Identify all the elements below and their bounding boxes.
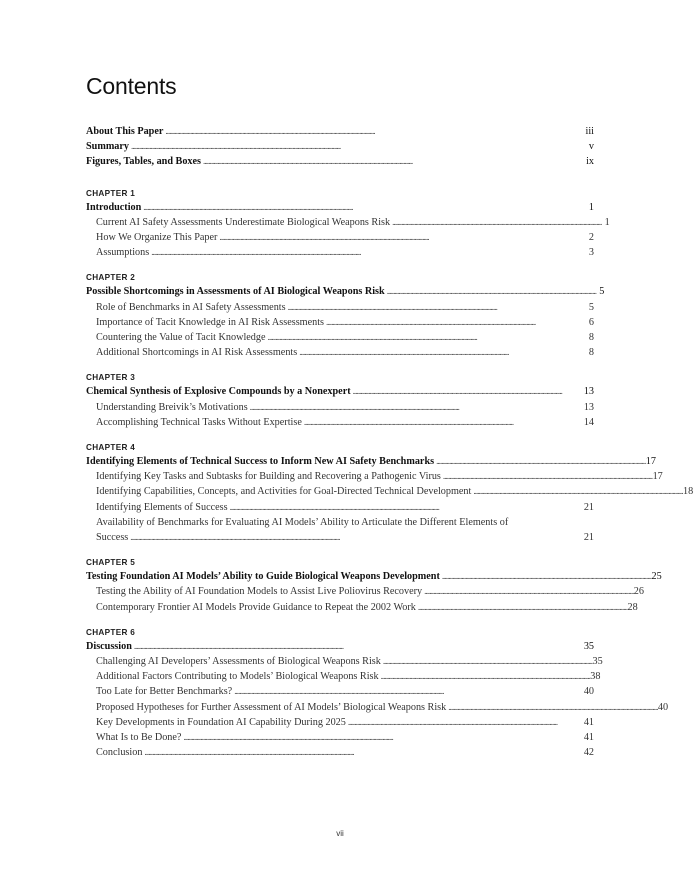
toc-section[interactable] (86, 730, 594, 745)
toc-section[interactable] (86, 745, 594, 760)
toc-entry-label: Identifying Elements of Success (96, 501, 228, 513)
toc-entry-label: Identifying Elements of Technical Success to Inform New AI Safety Benchmarks (86, 456, 435, 468)
toc-page-number: 5 (588, 301, 594, 313)
toc-page-number: 13 (583, 401, 594, 413)
toc-page-number: 28 (627, 601, 638, 613)
toc-entry-label: Accomplishing Technical Tasks Without Expertise (96, 416, 302, 428)
toc-page-number: 41 (583, 732, 594, 744)
table-of-contents (86, 124, 693, 761)
toc-page-number: 25 (651, 571, 662, 583)
leader-dots (203, 154, 585, 169)
toc-entry-label: Success (96, 532, 129, 544)
toc-page-number: 3 (588, 247, 594, 259)
toc-chapter-title[interactable] (86, 639, 594, 654)
chapter-label: CHAPTER 6 (86, 627, 136, 637)
leader-dots (304, 415, 583, 430)
toc-section[interactable] (86, 654, 603, 669)
toc-section[interactable] (86, 415, 594, 430)
leader-dots (448, 700, 657, 715)
leader-dots (144, 745, 582, 760)
toc-section[interactable] (86, 300, 594, 315)
toc-page-number: 35 (592, 656, 603, 668)
toc-page-number: 8 (588, 332, 594, 344)
toc-section[interactable] (86, 669, 601, 684)
toc-page-number: 42 (583, 747, 594, 759)
toc-page-number: 38 (590, 671, 601, 683)
leader-dots (383, 654, 592, 669)
toc-entry-summary[interactable] (86, 139, 594, 154)
toc-entry-label: Role of Benchmarks in AI Safety Assessments (96, 301, 286, 313)
toc-section[interactable] (86, 330, 594, 345)
leader-dots (443, 469, 652, 484)
toc-section[interactable] (86, 584, 644, 599)
toc-entry-label: Additional Factors Contributing to Models’ Biological Weapons Risk (96, 671, 379, 683)
toc-chapter-title[interactable] (86, 454, 656, 469)
leader-dots (268, 330, 585, 345)
toc-section[interactable] (86, 715, 594, 730)
toc-entry-label: Testing Foundation AI Models’ Ability to Guide Biological Weapons Development (86, 571, 440, 583)
toc-entry-label: Conclusion (96, 747, 143, 759)
toc-chapter-title[interactable] (86, 284, 605, 299)
leader-dots (130, 530, 583, 545)
toc-page-number: 26 (633, 586, 644, 598)
leader-dots (326, 315, 585, 330)
toc-page-number: 40 (657, 701, 669, 713)
toc-section[interactable] (86, 600, 638, 615)
leader-dots (183, 730, 582, 745)
toc-entry-label: How We Organize This Paper (96, 232, 218, 244)
toc-entry-label: Contemporary Frontier AI Models Provide Guidance to Repeat the 2002 Work (96, 601, 416, 613)
leader-dots (353, 384, 583, 399)
toc-section-wrapped-line[interactable]: Availability of Benchmarks for Evaluating AI Models’ Ability to Articulate the Different Elements of (96, 516, 509, 528)
leader-dots (250, 400, 583, 415)
leader-dots (230, 500, 583, 515)
toc-page-number: 1 (604, 216, 610, 228)
leader-dots (387, 284, 596, 299)
toc-section[interactable] (86, 700, 669, 715)
toc-entry-label: About This Paper (86, 126, 164, 137)
toc-entry-about[interactable] (86, 124, 594, 139)
toc-entry-label: Challenging AI Developers’ Assessments of Biological Weapons Risk (96, 656, 381, 668)
toc-page-number: 6 (588, 316, 594, 328)
toc-entry-label: Too Late for Better Benchmarks? (96, 686, 233, 698)
toc-section[interactable] (86, 230, 594, 245)
toc-section[interactable] (86, 500, 594, 515)
toc-page-number: iii (585, 126, 594, 137)
toc-page-number: 35 (583, 640, 594, 652)
toc-page-number: ix (586, 156, 594, 168)
toc-page-number: 1 (588, 201, 594, 213)
leader-dots (418, 600, 627, 615)
toc-section[interactable] (86, 469, 663, 484)
leader-dots (392, 215, 601, 230)
toc-section[interactable] (86, 684, 594, 699)
toc-entry-label: Additional Shortcomings in AI Risk Assessments (96, 347, 298, 359)
page-number-footer: vii (336, 829, 344, 838)
toc-page-number: 17 (652, 471, 663, 483)
toc-page-number: 17 (645, 456, 656, 468)
toc-section[interactable] (86, 400, 594, 415)
leader-dots (473, 484, 682, 499)
leader-dots (134, 639, 583, 654)
page-title: Contents (86, 73, 177, 99)
leader-dots (288, 300, 585, 315)
toc-section[interactable] (86, 315, 594, 330)
leader-dots (151, 245, 585, 260)
toc-page-number: 13 (583, 386, 594, 398)
toc-page-number: 40 (583, 686, 594, 698)
chapter-label: CHAPTER 3 (86, 373, 136, 383)
toc-entry-label: Summary (86, 141, 130, 153)
toc-entry-label: Testing the Ability of AI Foundation Models to Assist Live Poliovirus Recovery (96, 586, 423, 598)
toc-entry-label: Identifying Capabilities, Concepts, and Activities for Goal-Directed Technical Development (96, 486, 472, 498)
chapter-label: CHAPTER 5 (86, 558, 136, 568)
chapter-label: CHAPTER 2 (86, 273, 136, 283)
toc-page-number: 21 (583, 532, 594, 544)
toc-entry-label: Identifying Key Tasks and Subtasks for Building and Recovering a Pathogenic Virus (96, 471, 441, 483)
toc-page-number: 18 (683, 486, 693, 498)
toc-entry-label: Current AI Safety Assessments Underestimate Biological Weapons Risk (96, 216, 391, 228)
leader-dots (424, 584, 633, 599)
toc-entry-label: Proposed Hypotheses for Further Assessment of AI Models’ Biological Weapons Risk (96, 701, 447, 713)
leader-dots (442, 569, 651, 584)
leader-dots (381, 669, 590, 684)
leader-dots (131, 139, 585, 154)
toc-page-number: 5 (599, 286, 605, 298)
toc-entry-label: Introduction (86, 201, 142, 213)
toc-chapter-title[interactable] (86, 200, 594, 215)
leader-dots (436, 454, 645, 469)
leader-dots (219, 230, 585, 245)
toc-page-number: v (588, 141, 594, 153)
toc-page-number: 21 (583, 501, 594, 513)
toc-page-number: 41 (583, 716, 594, 728)
toc-entry-label: Importance of Tacit Knowledge in AI Risk Assessments (96, 316, 324, 328)
toc-entry-label: Discussion (86, 640, 132, 652)
toc-section-continuation[interactable] (86, 530, 594, 545)
toc-chapter-title[interactable] (86, 569, 662, 584)
toc-page-number: 2 (588, 232, 594, 244)
toc-entry-label: Countering the Value of Tacit Knowledge (96, 332, 266, 344)
toc-section[interactable] (86, 215, 610, 230)
leader-dots (348, 715, 583, 730)
chapter-label: CHAPTER 1 (86, 188, 136, 198)
toc-entry-label: Key Developments in Foundation AI Capability During 2025 (96, 716, 346, 728)
leader-dots (143, 200, 585, 215)
toc-section[interactable] (86, 245, 594, 260)
toc-entry-figures[interactable] (86, 154, 594, 169)
toc-entry-label: What Is to Be Done? (96, 732, 182, 744)
toc-section[interactable] (86, 484, 693, 499)
toc-page-number: 14 (583, 416, 594, 428)
toc-chapter-title[interactable] (86, 384, 594, 399)
toc-entry-label: Chemical Synthesis of Explosive Compounds by a Nonexpert (86, 386, 351, 398)
chapter-label: CHAPTER 4 (86, 443, 136, 453)
toc-page-number: 8 (588, 347, 594, 359)
leader-dots (165, 124, 584, 139)
toc-entry-label: Figures, Tables, and Boxes (86, 156, 202, 168)
leader-dots (234, 684, 583, 699)
toc-section[interactable] (86, 345, 594, 360)
leader-dots (299, 345, 585, 360)
toc-entry-label: Understanding Breivik’s Motivations (96, 401, 248, 413)
toc-entry-label: Assumptions (96, 247, 150, 259)
toc-entry-label: Possible Shortcomings in Assessments of AI Biological Weapons Risk (86, 286, 385, 298)
